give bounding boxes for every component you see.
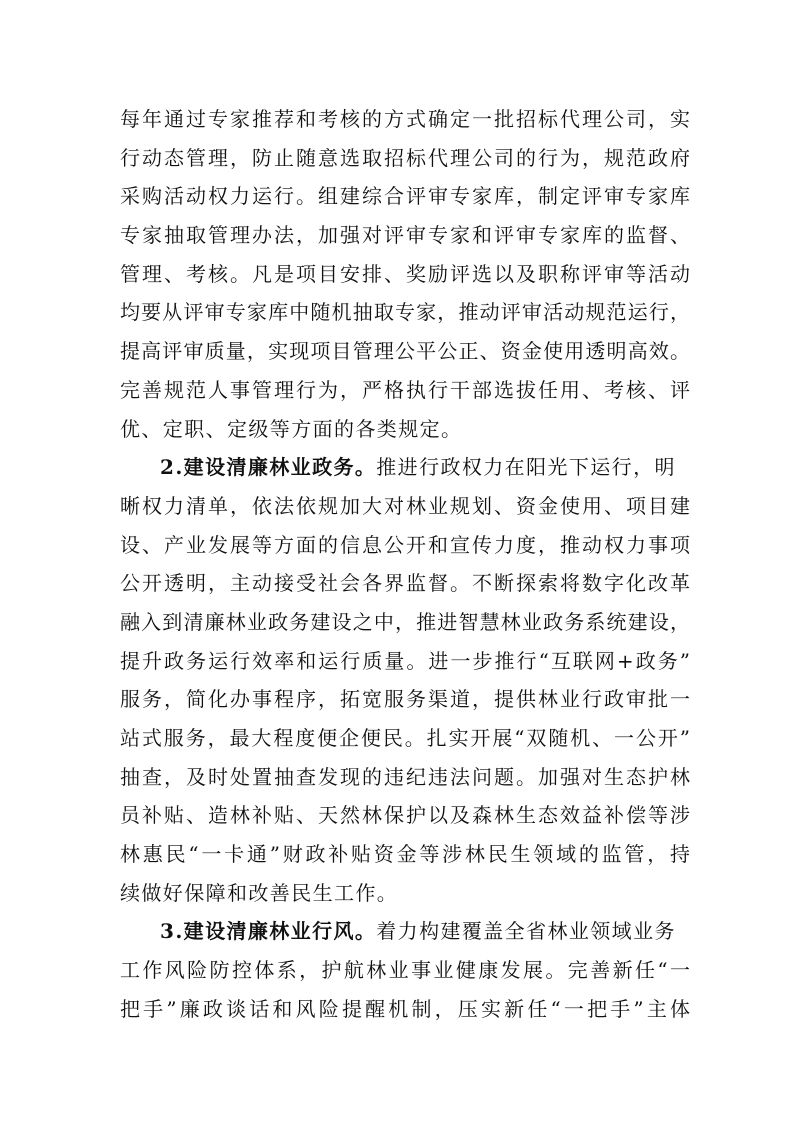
text-line: 优、定职、定级等方面的各类规定。 [120,416,463,441]
text-line: 提高评审质量，实现项目管理公平公正、资金使用透明高效。 [120,339,690,364]
text-line: 工作风险防控体系，护航林业事业健康发展。完善新任“一 [120,958,690,983]
text-line: 晰权力清单，依法依规加大对林业规划、资金使用、项目建 [120,493,690,518]
text-line: 站式服务，最大程度便企便民。扎实开展“双随机、一公开” [120,726,690,750]
text-line: 续做好保障和改善民生工作。 [120,880,399,905]
section-3-first-line [120,912,690,951]
text-line: 公开透明，主动接受社会各界监督。不断探索将数字化改革 [120,571,690,596]
text-line: 融入到清廉林业政务建设之中，推进智慧林业政务系统建设， [120,609,690,634]
text-line: 员补贴、造林补贴、天然林保护以及森林生态效益补偿等涉 [120,803,690,828]
section-2-first-line-text: 推进行政权力在阳光下运行，明 [376,455,676,480]
text-line: 管理、考核。凡是项目安排、奖励评选以及职称评审等活动 [120,261,690,286]
text-line: 提升政务运行效率和运行质量。进一步推行“互联网+政务” [120,648,690,673]
text-line: 把手”廉政谈话和风险提醒机制，压实新任“一把手”主体 [120,996,690,1021]
section-3-first-line-text: 着力构建覆盖全省林业领域业务 [376,919,676,944]
text-line: 每年通过专家推荐和考核的方式确定一批招标代理公司，实 [120,107,690,131]
body-text [120,100,690,1029]
section-3-heading: 3.建设清廉林业行风。 [160,919,377,944]
text-line: 专家抽取管理办法，加强对评审专家和评审专家库的监督、 [120,223,690,248]
text-line: 采购活动权力运行。组建综合评审专家库，制定评审专家库 [120,184,690,209]
text-line: 林惠民“一卡通”财政补贴资金等涉林民生领域的监管，持 [120,842,690,867]
text-line: 服务，简化办事程序，拓宽服务渠道，提供林业行政审批一 [120,687,690,712]
text-line: 均要从评审专家库中随机抽取专家，推动评审活动规范运行， [120,300,690,325]
text-line: 抽查，及时处置抽查发现的违纪违法问题。加强对生态护林 [120,764,690,789]
section-2-heading: 2.建设清廉林业政务。 [160,455,377,480]
section-2-first-line [120,448,690,487]
text-line: 设、产业发展等方面的信息公开和宣传力度，推动权力事项 [120,532,690,557]
text-line: 完善规范人事管理行为，严格执行干部选拔任用、考核、评 [120,377,690,402]
text-line: 行动态管理，防止随意选取招标代理公司的行为，规范政府 [120,145,690,170]
